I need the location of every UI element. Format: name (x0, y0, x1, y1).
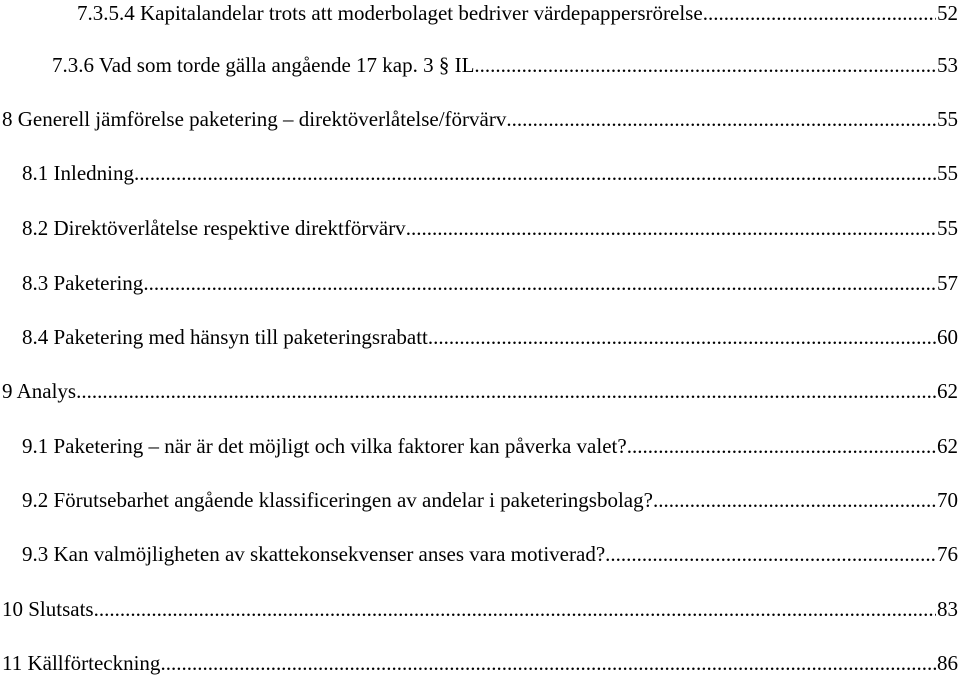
toc-entry-8-4[interactable] (22, 324, 958, 350)
toc-entry-11[interactable] (2, 650, 958, 676)
toc-entry-page: 52 (937, 1, 958, 25)
toc-dot-leader (627, 433, 936, 459)
toc-entry-title: 9.3 Kan valmöjligheten av skattekonsekvenser anses vara motiverad? (22, 542, 606, 566)
toc-entry-title: 7.3.5.4 Kapitalandelar trots att moderbolaget bedriver värdepappersrörelse (77, 1, 703, 25)
toc-entry-9-3[interactable] (22, 541, 958, 567)
toc-entry-page: 83 (937, 597, 958, 621)
toc-entry-9[interactable] (2, 378, 958, 404)
toc-entry-8-2[interactable] (22, 215, 958, 241)
toc-entry-title: 10 Slutsats (2, 597, 94, 621)
toc-dot-leader (653, 487, 936, 513)
toc-dot-leader (428, 324, 936, 350)
toc-dot-leader (703, 0, 936, 26)
toc-entry-7-3-6[interactable] (52, 52, 958, 78)
toc-entry-title: 8 Generell jämförelse paketering – direktöverlåtelse/förvärv (2, 107, 507, 131)
toc-entry-8-1[interactable] (22, 160, 958, 186)
toc-entry-page: 60 (937, 325, 958, 349)
toc-entry-8-3[interactable] (22, 270, 958, 296)
toc-entry-title: 9.1 Paketering – när är det möjligt och vilka faktorer kan påverka valet? (22, 434, 627, 458)
toc-dot-leader (134, 160, 936, 186)
toc-entry-page: 62 (937, 379, 958, 403)
toc-entry-title: 9 Analys (2, 379, 77, 403)
toc-entry-title: 9.2 Förutsebarhet angående klassificeringen av andelar i paketeringsbolag? (22, 488, 653, 512)
toc-entry-9-2[interactable] (22, 487, 958, 513)
toc-dot-leader (605, 541, 936, 567)
toc-dot-leader (143, 270, 936, 296)
toc-dot-leader (76, 378, 936, 404)
toc-entry-page: 62 (937, 434, 958, 458)
toc-entry-page: 57 (937, 271, 958, 295)
toc-entry-page: 53 (937, 53, 958, 77)
toc-dot-leader (406, 215, 936, 241)
toc-entry-page: 55 (937, 161, 958, 185)
toc-entry-title: 11 Källförteckning (2, 651, 161, 675)
toc-entry-title: 8.3 Paketering (22, 271, 144, 295)
toc-entry-title: 8.1 Inledning (22, 161, 134, 185)
toc-entry-page: 76 (937, 542, 958, 566)
toc-dot-leader (160, 650, 936, 676)
toc-entry-page: 55 (937, 216, 958, 240)
toc-entry-page: 70 (937, 488, 958, 512)
toc-entry-page: 86 (937, 651, 958, 675)
toc-entry-page: 55 (937, 107, 958, 131)
toc-entry-title: 8.2 Direktöverlåtelse respektive direktförvärv (22, 216, 406, 240)
toc-dot-leader (94, 596, 936, 622)
toc-dot-leader (506, 106, 936, 132)
toc-entry-9-1[interactable] (22, 433, 958, 459)
toc-entry-title: 8.4 Paketering med hänsyn till paketeringsrabatt (22, 325, 428, 349)
toc-entry-title: 7.3.6 Vad som torde gälla angående 17 kap. 3 § IL (52, 53, 475, 77)
toc-dot-leader (474, 52, 936, 78)
toc-entry-8[interactable] (2, 106, 958, 132)
toc-entry-10[interactable] (2, 596, 958, 622)
toc-entry-7-3-5-4[interactable] (77, 0, 958, 26)
